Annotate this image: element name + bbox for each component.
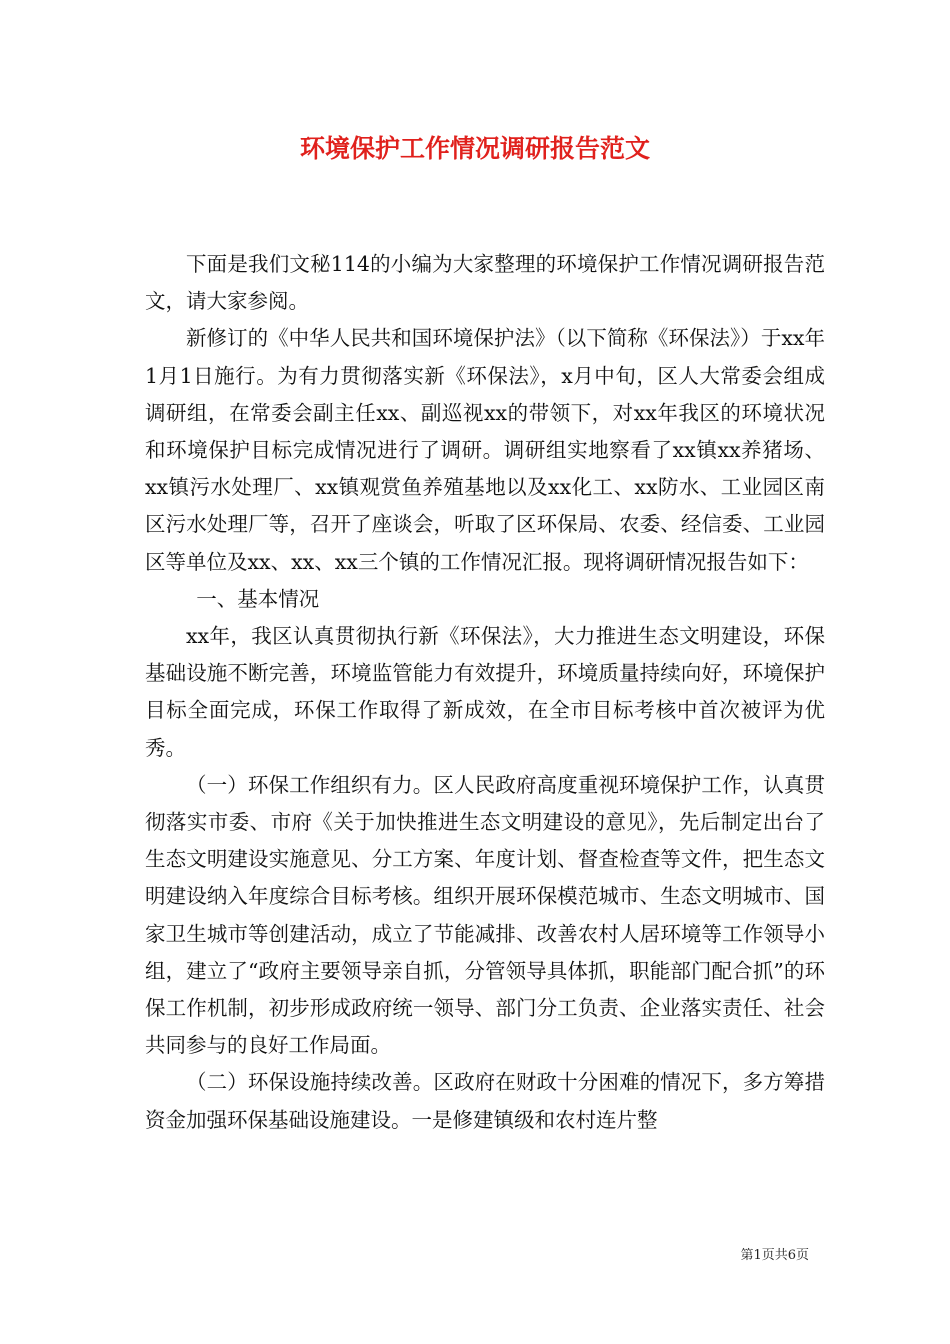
paragraph-organization: （一）环保工作组织有力。区人民政府高度重视环境保护工作，认真贯彻落实市委、市府《关于加快推进生态文明建设的意见》，先后制定出台了生态文明建设实施意见、分工方案、年度计划、督查检查等文件，把生态文明建设纳入年度综合目标考核。组织开展环保模范城市、生态文明城市、国家卫生城市等创建活动，成立了节能减排、改善农村人居环境等工作领导小组，建立了“政府主要领导亲自抓，分管领导具体抓，职能部门配合抓”的环保工作机制，初步形成政府统一领导、部门分工负责、企业落实责任、社会共同参与的良好工作局面。 [145, 772, 825, 1058]
paragraph-background: 新修订的《中华人民共和国环境保护法》（以下简称《环保法》）于xx年1月1日施行。为有力贯彻落实新《环保法》，x月中旬，区人大常委会组成调研组，在常委会副主任xx、副巡视xx的带领下，对xx年我区的环境状况和环境保护目标完成情况进行了调研。调研组实地察看了xx镇xx养猪场、xx镇污水处理厂、xx镇观赏鱼养殖基地以及xx化工、xx防水、工业园区南区污水处理厂等，召开了座谈会，听取了区环保局、农委、经信委、工业园区等单位及xx、xx、xx三个镇的工作情况汇报。现将调研情况报告如下： [145, 326, 825, 574]
document-body [145, 246, 825, 1139]
page-number: 第1页共6页 [740, 1248, 809, 1263]
paragraph-facilities: （二）环保设施持续改善。区政府在财政十分困难的情况下，多方筹措资金加强环保基础设施建设。一是修建镇级和农村连片整 [145, 1070, 825, 1132]
paragraph-overview: xx年，我区认真贯彻执行新《环保法》，大力推进生态文明建设，环保基础设施不断完善，环境监管能力有效提升，环境质量持续向好，环境保护目标全面完成，环保工作取得了新成效，在全市目标考核中首次被评为优秀。 [145, 624, 825, 760]
section-heading-basic-situation: 一、基本情况 [196, 586, 320, 611]
paragraph-intro: 下面是我们文秘114的小编为大家整理的环境保护工作情况调研报告范文，请大家参阅。 [145, 252, 825, 314]
page-title: 环境保护工作情况调研报告范文 [299, 134, 650, 163]
